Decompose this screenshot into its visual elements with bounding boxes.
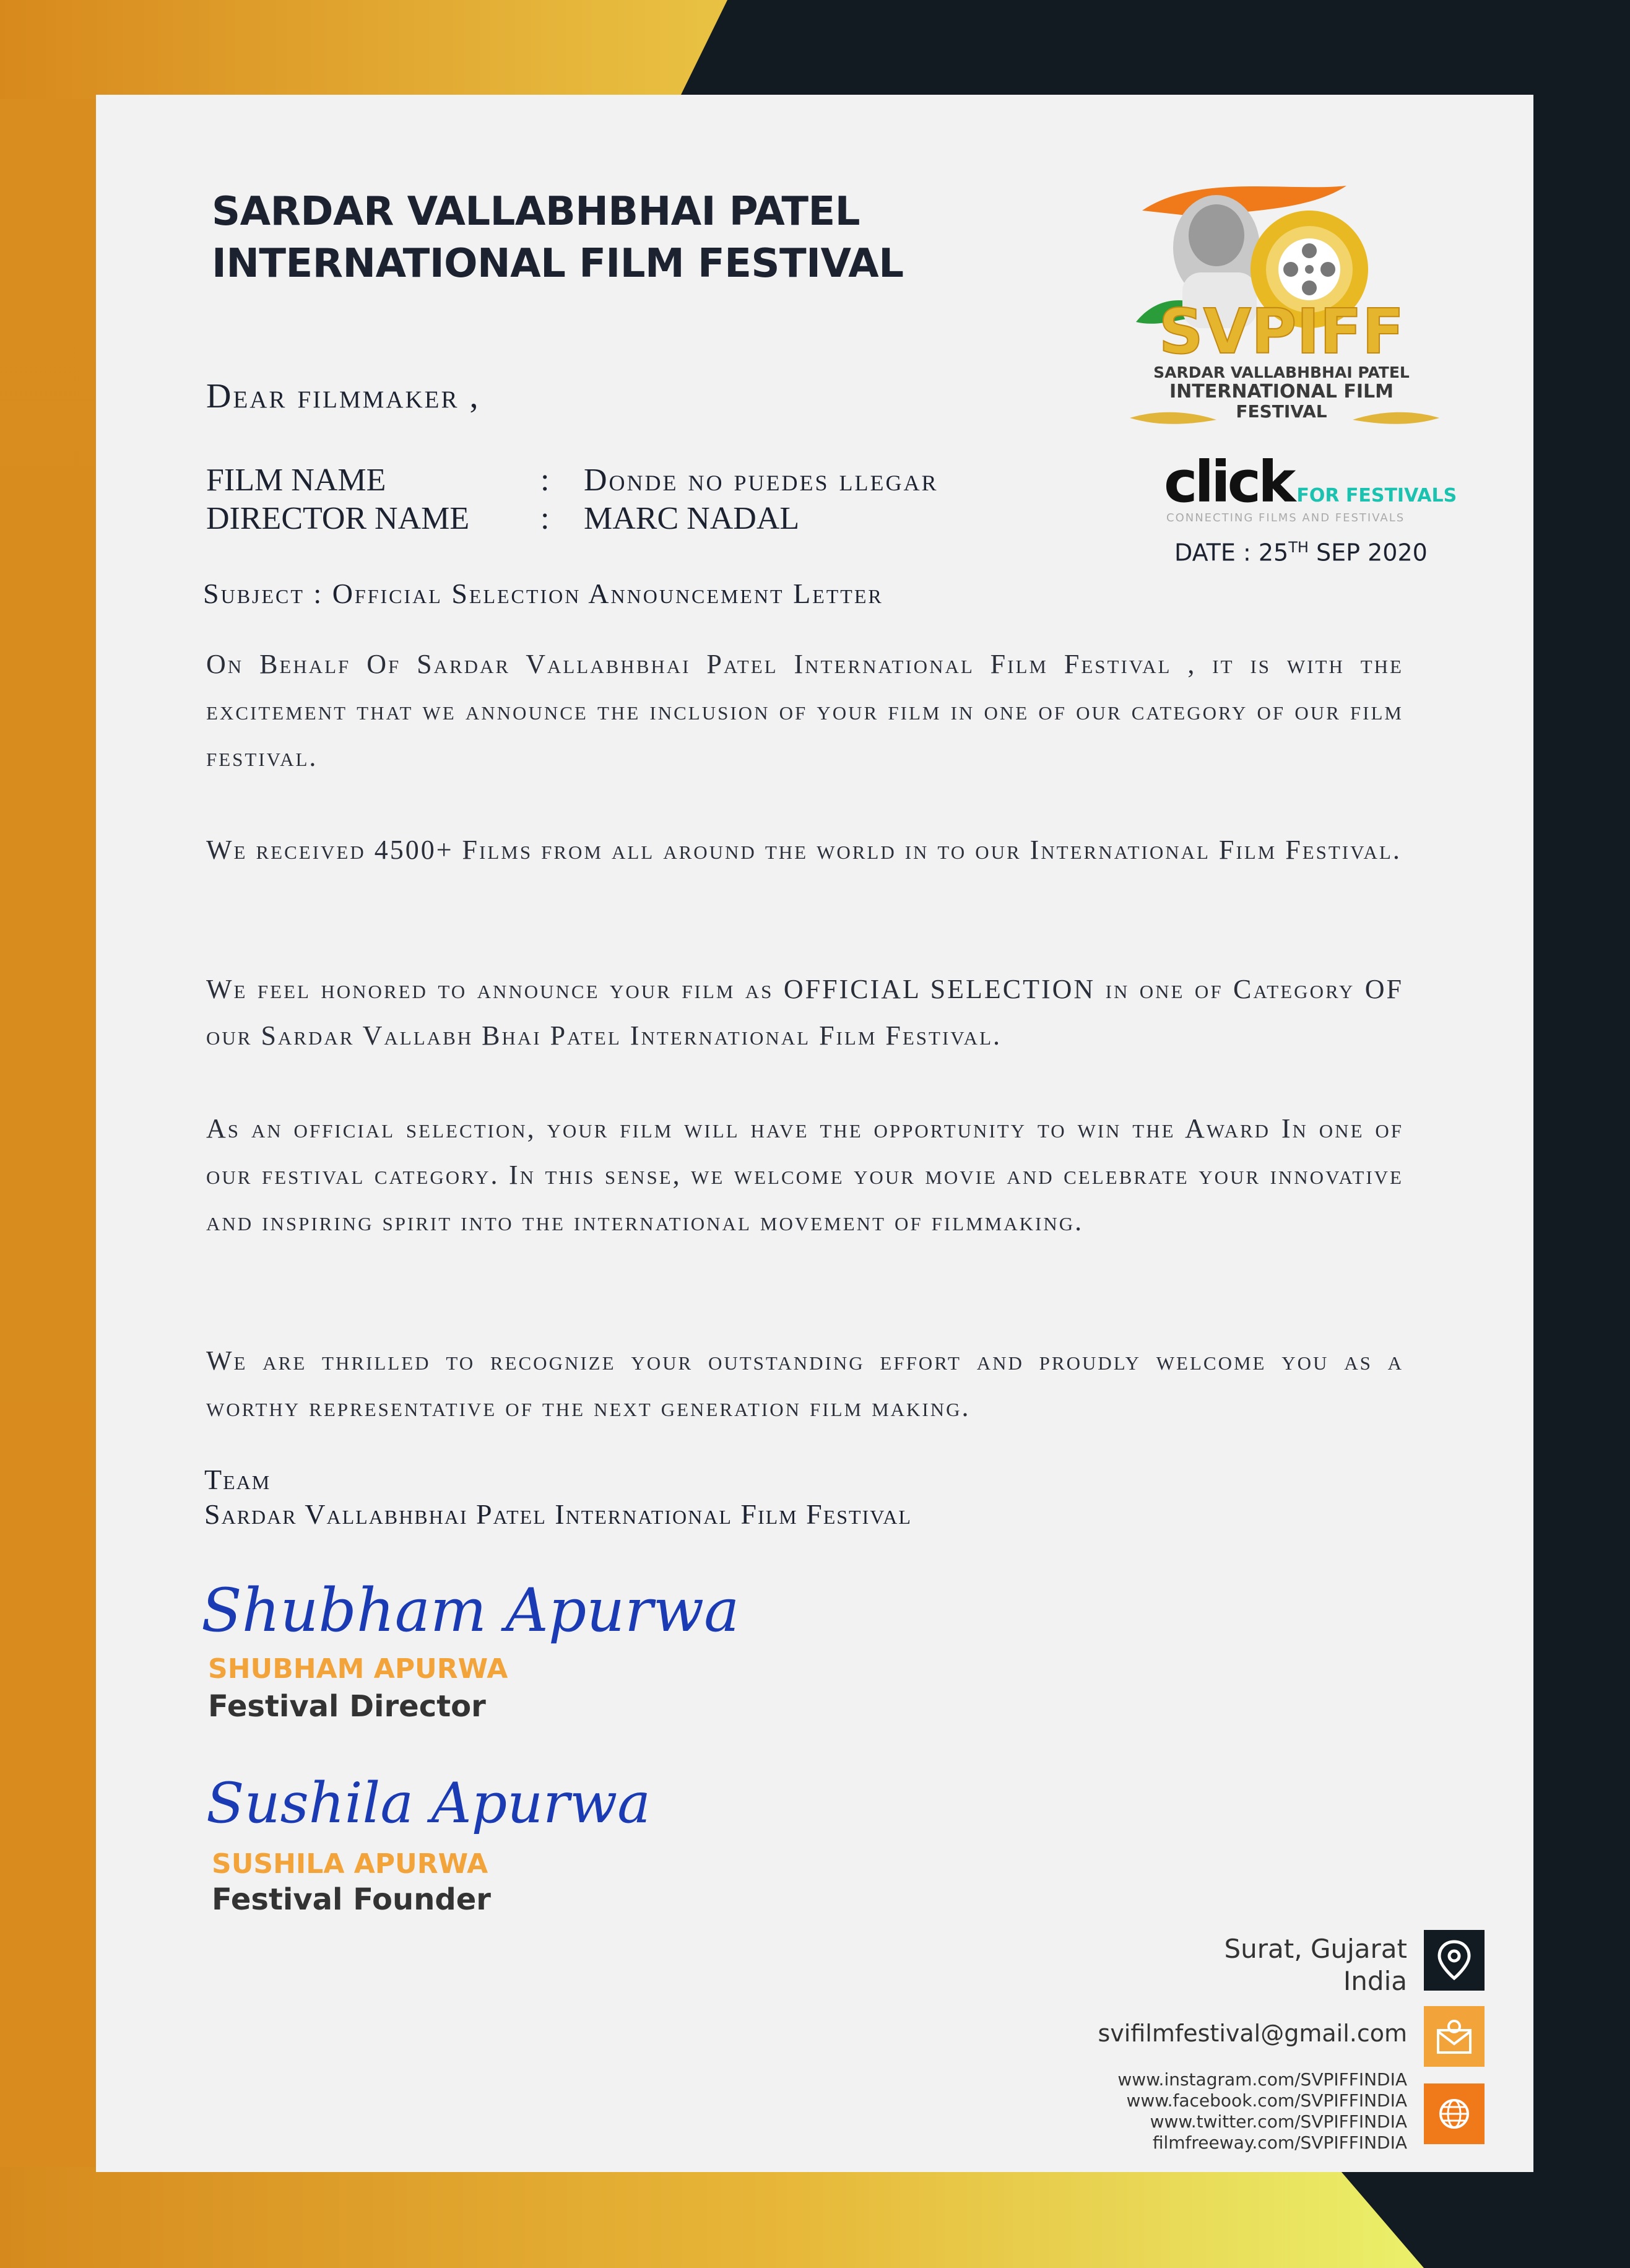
- team-label: Team: [204, 1464, 271, 1495]
- svpiff-logo: [1124, 173, 1446, 440]
- for-festivals-text: FOR FESTIVALS: [1296, 485, 1457, 506]
- facebook-link[interactable]: www.facebook.com/SVPIFFINDIA: [1126, 2090, 1407, 2111]
- click-wordmark: click: [1164, 449, 1293, 515]
- film-name-label: FILM NAME: [206, 463, 386, 498]
- festival-title-line2: INTERNATIONAL FILM FESTIVAL: [212, 241, 904, 287]
- separator: :: [540, 501, 550, 536]
- festival-title-line1: SARDAR VALLABHBHAI PATEL: [212, 189, 860, 235]
- paragraph-4: As an official selection, your film will have the opportunity to win the Award In one of our festival category. In this sense, we welcome your movie and celebrate your innovative and inspiring spirit into the international movement of filmmaking.: [206, 1113, 1403, 1236]
- contact-location: [1225, 1933, 1408, 1997]
- paragraph-5: We are thrilled to recognize your outstanding effort and proudly welcome you as a worthy representative of the next generation film making.: [206, 1345, 1403, 1422]
- envelope-icon: [1424, 2006, 1485, 2067]
- subject-line: Subject : Official Selection Announcement Letter: [203, 578, 883, 609]
- paragraph-1: On Behalf Of Sardar Vallabhbhai Patel International Film Festival , it is with the excitement that we announce the inclusion of your film in one of our category of our film festival.: [206, 649, 1403, 772]
- director-name-value: MARC NADAL: [584, 501, 800, 536]
- paragraph-3: We feel honored to announce your film as OFFICIAL SELECTION in one of Category OF our Sardar Vallabh Bhai Patel International Film Festival.: [206, 974, 1403, 1051]
- globe-icon: [1424, 2083, 1485, 2144]
- svg-text:INTERNATIONAL FILM: INTERNATIONAL FILM: [1169, 381, 1394, 402]
- signature-sushila: Sushila Apurwa: [206, 1771, 651, 1836]
- film-name-row: [206, 461, 939, 500]
- filmfreeway-link[interactable]: filmfreeway.com/SVPIFFINDIA: [1152, 2132, 1407, 2153]
- signatory-name-1: SHUBHAM APURWA: [208, 1653, 508, 1685]
- team-name: Sardar Vallabhbhai Patel International Film Festival: [204, 1498, 912, 1530]
- signatory-role-1: Festival Director: [208, 1689, 486, 1724]
- click-for-festivals-logo: [1164, 449, 1457, 524]
- letter-date: DATE : 25TH SEP 2020: [1174, 539, 1428, 567]
- festival-title: [212, 186, 903, 290]
- instagram-link[interactable]: www.instagram.com/SVPIFFINDIA: [1117, 2069, 1407, 2090]
- twitter-link[interactable]: www.twitter.com/SVPIFFINDIA: [1150, 2111, 1407, 2132]
- contact-city: Surat, Gujarat: [1224, 1934, 1407, 1964]
- svg-text:SARDAR VALLABHBHAI PATEL: SARDAR VALLABHBHAI PATEL: [1153, 363, 1410, 381]
- contact-country: India: [1343, 1966, 1407, 1996]
- film-details: [206, 461, 939, 538]
- social-links: [1117, 2069, 1407, 2153]
- svg-text:FESTIVAL: FESTIVAL: [1236, 401, 1327, 422]
- location-pin-icon: [1424, 1930, 1485, 1991]
- svg-text:SVPIFF: SVPIFF: [1158, 295, 1405, 368]
- greeting: Dear filmmaker ,: [206, 377, 480, 415]
- director-name-row: [206, 500, 939, 538]
- svpiff-emblem-icon: [1124, 173, 1446, 440]
- signatory-role-2: Festival Founder: [212, 1882, 491, 1917]
- separator: :: [540, 463, 550, 498]
- signatory-name-2: SUSHILA APURWA: [212, 1848, 488, 1880]
- director-name-label: DIRECTOR NAME: [206, 501, 470, 536]
- contact-email[interactable]: svifilmfestival@gmail.com: [1098, 2020, 1407, 2047]
- signature-shubham: Shubham Apurwa: [201, 1576, 740, 1645]
- click-tagline: CONNECTING FILMS AND FESTIVALS: [1166, 511, 1405, 524]
- paragraph-2: We received 4500+ Films from all around the world in to our International Film Festival.: [206, 835, 1402, 865]
- team-signoff: [204, 1462, 912, 1532]
- film-name-value: Donde no puedes llegar: [584, 463, 939, 498]
